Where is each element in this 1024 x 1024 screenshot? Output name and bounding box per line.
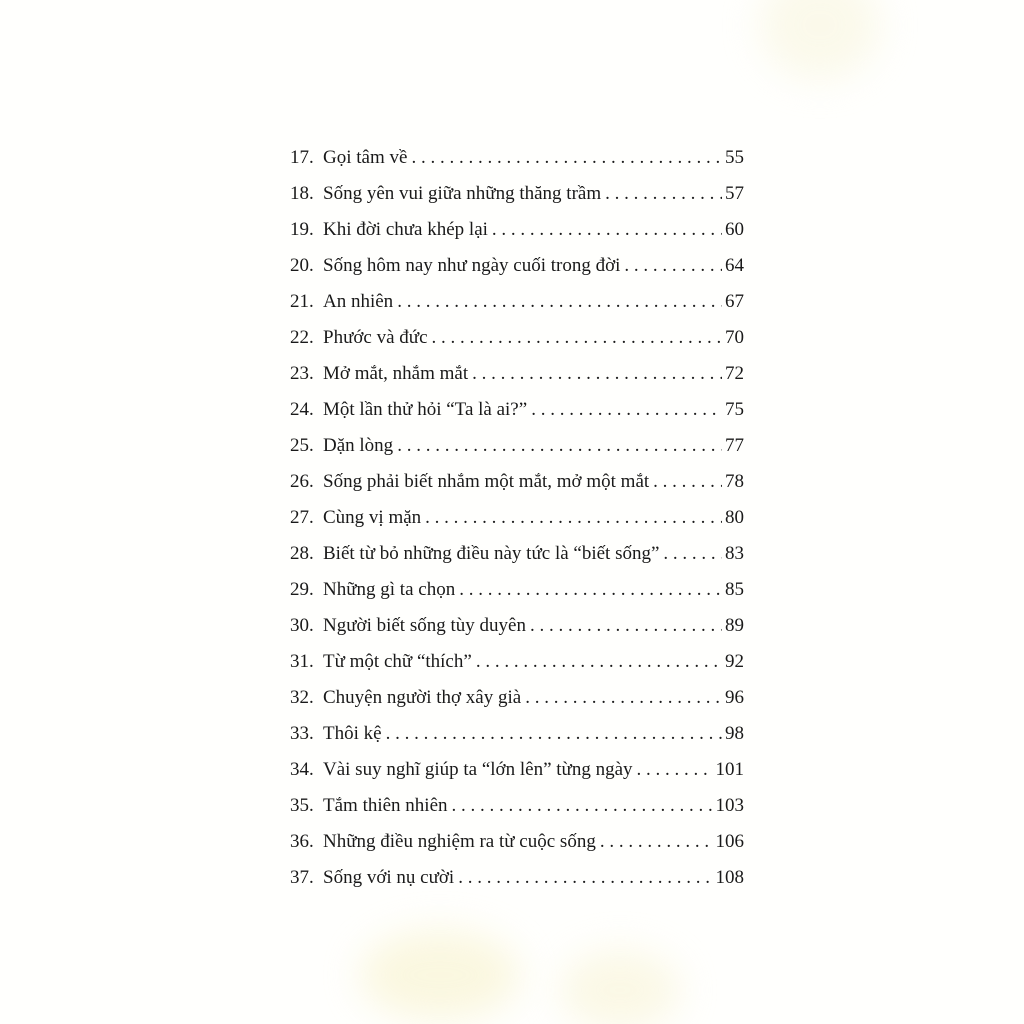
toc-entry-title: Khi đời chưa khép lại <box>323 219 488 240</box>
toc-entry-number: 35. <box>290 795 314 816</box>
toc-entry-number: 24. <box>290 399 314 420</box>
dot-leader <box>397 435 722 457</box>
toc-entry-number: 21. <box>290 291 314 312</box>
toc-entry <box>290 327 744 363</box>
toc-entry-page: 98 <box>725 723 744 744</box>
dot-leader <box>458 867 712 889</box>
toc-entry <box>290 795 744 831</box>
toc-entry-title: Sống phải biết nhắm một mắt, mở một mắt <box>323 471 650 492</box>
toc-entry <box>290 363 744 399</box>
toc-entry-number: 32. <box>290 687 314 708</box>
toc-entry-title: Từ một chữ “thích” <box>323 651 472 672</box>
toc-entry <box>290 687 744 723</box>
toc-entry-page: 92 <box>725 651 744 672</box>
toc-entry-page: 64 <box>725 255 744 276</box>
toc-entry-page: 89 <box>725 615 744 636</box>
toc-entry-number: 37. <box>290 867 314 888</box>
toc-entry <box>290 615 744 651</box>
toc-entry <box>290 399 744 435</box>
dot-leader <box>492 219 722 241</box>
toc-entry-page: 96 <box>725 687 744 708</box>
toc-entry <box>290 147 744 183</box>
toc-entry-title: Phước và đức <box>323 327 428 348</box>
toc-entry-title: Những điều nghiệm ra từ cuộc sống <box>323 831 596 852</box>
toc-entry-page: 60 <box>725 219 744 240</box>
paper-stain <box>360 930 520 1020</box>
toc-entry-title: Cùng vị mặn <box>323 507 422 528</box>
toc-entry-title: Tắm thiên nhiên <box>323 795 448 816</box>
toc-entry-title: Người biết sống tùy duyên <box>323 615 526 636</box>
toc-entry-number: 25. <box>290 435 314 456</box>
toc-entry-page: 101 <box>715 759 744 780</box>
toc-entry-number: 26. <box>290 471 314 492</box>
dot-leader <box>525 687 722 709</box>
dot-leader <box>432 327 722 349</box>
toc-entry-page: 57 <box>725 183 744 204</box>
toc-entry-page: 72 <box>725 363 744 384</box>
toc-entry <box>290 543 744 579</box>
toc-entry-number: 27. <box>290 507 314 528</box>
toc-entry <box>290 831 744 867</box>
toc-entry-page: 77 <box>725 435 744 456</box>
toc-entry-page: 55 <box>725 147 744 168</box>
toc-entry <box>290 255 744 291</box>
toc-entry-title: Những gì ta chọn <box>323 579 456 600</box>
toc-entry-page: 75 <box>725 399 744 420</box>
toc-entry-title: Thôi kệ <box>323 723 382 744</box>
toc-entry-title: Sống yên vui giữa những thăng trầm <box>323 183 602 204</box>
toc-entry-page: 78 <box>725 471 744 492</box>
dot-leader <box>530 615 722 637</box>
toc-entry <box>290 723 744 759</box>
dot-leader <box>476 651 722 673</box>
toc-entry-number: 30. <box>290 615 314 636</box>
dot-leader <box>472 363 722 385</box>
toc-entry-number: 28. <box>290 543 314 564</box>
dot-leader <box>637 759 713 781</box>
toc-entry-page: 67 <box>725 291 744 312</box>
paper-stain <box>560 950 680 1024</box>
toc-entry-number: 22. <box>290 327 314 348</box>
dot-leader <box>386 723 722 745</box>
dot-leader <box>397 291 722 313</box>
toc-entry-title: An nhiên <box>323 291 394 312</box>
table-of-contents <box>290 147 744 903</box>
toc-entry-page: 108 <box>715 867 744 888</box>
toc-entry-title: Gọi tâm về <box>323 147 408 168</box>
dot-leader <box>653 471 722 493</box>
toc-entry-number: 20. <box>290 255 314 276</box>
toc-entry-page: 80 <box>725 507 744 528</box>
toc-entry-number: 33. <box>290 723 314 744</box>
toc-entry-title: Dặn lòng <box>323 435 394 456</box>
toc-entry-title: Sống với nụ cười <box>323 867 455 888</box>
toc-entry <box>290 507 744 543</box>
toc-entry-page: 70 <box>725 327 744 348</box>
dot-leader <box>459 579 722 601</box>
toc-entry-number: 31. <box>290 651 314 672</box>
toc-entry <box>290 471 744 507</box>
toc-entry-number: 23. <box>290 363 314 384</box>
toc-entry-number: 19. <box>290 219 314 240</box>
toc-entry <box>290 867 744 903</box>
toc-entry-number: 36. <box>290 831 314 852</box>
toc-entry-page: 85 <box>725 579 744 600</box>
dot-leader <box>663 543 722 565</box>
dot-leader <box>624 255 722 277</box>
toc-entry-page: 103 <box>715 795 744 816</box>
dot-leader <box>531 399 722 421</box>
dot-leader <box>600 831 713 853</box>
dot-leader <box>605 183 722 205</box>
toc-entry <box>290 759 744 795</box>
toc-entry-title: Mở mắt, nhắm mắt <box>323 363 469 384</box>
toc-entry-title: Vài suy nghĩ giúp ta “lớn lên” từng ngày <box>323 759 633 780</box>
paper-stain <box>760 0 880 80</box>
toc-entry-page: 83 <box>725 543 744 564</box>
toc-entry-page: 106 <box>715 831 744 852</box>
toc-entry <box>290 291 744 327</box>
toc-entry-title: Chuyện người thợ xây già <box>323 687 522 708</box>
dot-leader <box>411 147 722 169</box>
toc-entry <box>290 219 744 255</box>
toc-entry-title: Sống hôm nay như ngày cuối trong đời <box>323 255 621 276</box>
toc-entry <box>290 183 744 219</box>
toc-entry-title: Một lần thử hỏi “Ta là ai?” <box>323 399 528 420</box>
toc-entry-number: 34. <box>290 759 314 780</box>
toc-entry <box>290 435 744 471</box>
toc-entry-title: Biết từ bỏ những điều này tức là “biết sống” <box>323 543 660 564</box>
toc-entry-number: 17. <box>290 147 314 168</box>
toc-entry-number: 18. <box>290 183 314 204</box>
dot-leader <box>452 795 713 817</box>
toc-entry-number: 29. <box>290 579 314 600</box>
toc-entry <box>290 651 744 687</box>
toc-entry <box>290 579 744 615</box>
dot-leader <box>425 507 722 529</box>
